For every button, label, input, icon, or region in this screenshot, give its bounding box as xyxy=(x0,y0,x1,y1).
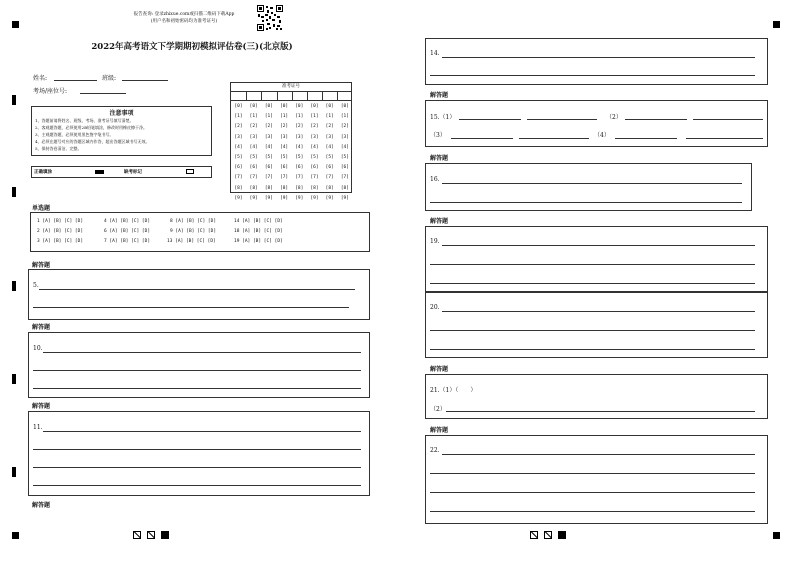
notice-item: 3、主观题答题，必须使用黑色签字笔书写。 xyxy=(35,132,114,137)
answer-line[interactable] xyxy=(430,511,755,512)
exam-title: 2022年高考语文下学期期初模拟评估卷(三)(北京版) xyxy=(91,42,293,52)
admission-digit-bubble[interactable]: [2] xyxy=(325,124,334,130)
q20-number: 20. xyxy=(430,304,440,311)
admission-digit-bubble[interactable]: [3] xyxy=(340,134,349,140)
answer-section-label: 解答题 xyxy=(32,403,51,410)
admission-digit-bubble[interactable]: [8] xyxy=(325,185,334,191)
admission-digit-bubble[interactable]: [8] xyxy=(249,185,258,191)
admission-digit-bubble[interactable]: [7] xyxy=(249,175,258,181)
answer-line[interactable] xyxy=(442,183,742,184)
corner-mark-top-left xyxy=(12,21,19,28)
answer-line[interactable] xyxy=(33,307,349,308)
answer-line[interactable] xyxy=(33,449,361,450)
admission-digit-bubble[interactable]: [5] xyxy=(249,155,258,161)
q19-number: 19. xyxy=(430,238,440,245)
answer-blank[interactable] xyxy=(451,138,513,139)
notice-item: 4、必须在题号对应的答题区域内作答，超出答题区域书写无效。 xyxy=(35,139,150,144)
answer-section-label: 解答题 xyxy=(32,262,51,269)
q5-number: 5. xyxy=(33,282,39,289)
answer-line[interactable] xyxy=(442,57,755,58)
answer-box-q22[interactable] xyxy=(425,435,768,524)
answer-box-q15[interactable] xyxy=(425,100,768,147)
admission-digit-bubble[interactable]: [0] xyxy=(295,104,304,109)
answer-line[interactable] xyxy=(442,245,755,246)
answer-section-label: 解答题 xyxy=(430,92,449,99)
q16-number: 16. xyxy=(430,176,440,183)
admission-digit-bubble[interactable]: [4] xyxy=(264,144,273,150)
seat-input-line[interactable] xyxy=(80,93,126,94)
answer-line[interactable] xyxy=(33,485,361,486)
answer-line[interactable] xyxy=(43,352,361,353)
mc-q19[interactable]: 19 [A] [B] [C] [D] xyxy=(234,239,283,244)
answer-line[interactable] xyxy=(39,289,355,290)
timing-mark xyxy=(12,467,16,477)
admission-digit-bubble[interactable]: [1] xyxy=(280,114,289,120)
admission-digit-bubble[interactable]: [6] xyxy=(295,165,304,171)
admission-digit-bubble[interactable]: [8] xyxy=(280,185,289,191)
admission-digit-bubble[interactable]: [2] xyxy=(249,124,258,130)
admission-digit-bubble[interactable]: [9] xyxy=(310,195,319,201)
answer-box-q21[interactable] xyxy=(425,374,768,419)
notice-item: 5、保持答卷清洁、完整。 xyxy=(35,146,82,151)
notice-box xyxy=(31,106,212,156)
admission-digit-bubble[interactable]: [8] xyxy=(295,185,304,191)
admission-digit-bubble[interactable]: [2] xyxy=(340,124,349,130)
answer-blank[interactable] xyxy=(686,138,763,139)
admission-digit-bubble[interactable]: [1] xyxy=(234,114,243,120)
correct-fill-sample xyxy=(95,170,104,174)
admission-digit-bubble[interactable]: [0] xyxy=(310,104,319,109)
answer-line[interactable] xyxy=(33,370,361,371)
mc-section-label: 单选题 xyxy=(32,205,51,212)
admission-column-divider xyxy=(322,91,323,101)
admission-digit-bubble[interactable]: [6] xyxy=(310,165,319,171)
mc-q3[interactable]: 3 [A] [B] [C] [D] xyxy=(37,239,84,244)
admission-digit-bubble[interactable]: [1] xyxy=(264,114,273,120)
admission-digit-bubble[interactable]: [0] xyxy=(249,104,258,109)
answer-line[interactable] xyxy=(430,202,742,203)
admission-digit-bubble[interactable]: [9] xyxy=(264,195,273,201)
mc-q6[interactable]: 6 [A] [B] [C] [D] xyxy=(104,229,151,234)
admission-number-grid xyxy=(230,82,352,201)
admission-digit-bubble[interactable]: [0] xyxy=(280,104,289,109)
admission-column-divider xyxy=(292,91,293,101)
mc-q4[interactable]: 4 [A] [B] [C] [D] xyxy=(104,219,151,224)
answer-line[interactable] xyxy=(43,431,361,432)
mc-q9[interactable]: 9 [A] [B] [C] [D] xyxy=(170,229,217,234)
admission-digit-column xyxy=(280,102,289,204)
admission-digit-bubble[interactable]: [5] xyxy=(234,155,243,161)
admission-digit-bubble[interactable]: [5] xyxy=(310,155,319,161)
q22-number: 22. xyxy=(430,447,440,454)
answer-line[interactable] xyxy=(430,349,755,350)
admission-digit-bubble[interactable]: [3] xyxy=(280,134,289,140)
admission-digit-bubble[interactable]: [6] xyxy=(325,165,334,171)
page-mark-checkbox xyxy=(530,531,538,539)
answer-section-label: 解答题 xyxy=(430,155,449,162)
admission-digit-bubble[interactable]: [4] xyxy=(325,144,334,150)
class-field[interactable] xyxy=(102,73,116,82)
admission-digit-bubble[interactable]: [6] xyxy=(264,165,273,171)
timing-mark xyxy=(12,95,16,105)
answer-box-q16[interactable] xyxy=(425,163,752,211)
admission-digit-bubble[interactable]: [6] xyxy=(249,165,258,171)
admission-digit-bubble[interactable]: [6] xyxy=(280,165,289,171)
absent-mark-checkbox[interactable] xyxy=(186,169,194,174)
admission-digit-bubble[interactable]: [9] xyxy=(234,195,243,201)
admission-digit-bubble[interactable]: [3] xyxy=(249,134,258,140)
corner-mark-bottom-right xyxy=(773,532,780,539)
answer-line[interactable] xyxy=(430,473,755,474)
admission-digit-bubble[interactable]: [7] xyxy=(325,175,334,181)
answer-blank[interactable] xyxy=(459,119,521,120)
fill-legend-box xyxy=(31,166,212,178)
corner-mark-bottom-left xyxy=(12,532,19,539)
timing-mark xyxy=(12,281,16,291)
admission-digit-bubble[interactable]: [8] xyxy=(264,185,273,191)
header-report-line: 报告查询: 登录zhixue.com或扫描二维码下载App xyxy=(133,12,235,17)
admission-digit-column xyxy=(310,102,319,204)
admission-digit-bubble[interactable]: [7] xyxy=(264,175,273,181)
mc-q2[interactable]: 2 [A] [B] [C] [D] xyxy=(37,229,84,234)
q15-part2: （2） xyxy=(606,114,622,121)
admission-digit-bubble[interactable]: [1] xyxy=(340,114,349,120)
q15-part4: （4） xyxy=(594,132,610,139)
q11-number: 11. xyxy=(33,424,43,431)
answer-box-q14[interactable] xyxy=(425,38,768,85)
answer-line[interactable] xyxy=(430,492,755,493)
header-login-line: (用户名和初始密码均为准考证号) xyxy=(150,19,218,24)
admission-digit-bubble[interactable]: [7] xyxy=(280,175,289,181)
admission-digit-bubble[interactable]: [2] xyxy=(280,124,289,130)
admission-digit-bubble[interactable]: [5] xyxy=(325,155,334,161)
admission-digit-bubble[interactable]: [4] xyxy=(280,144,289,150)
admission-column-divider xyxy=(337,91,338,101)
mc-q7[interactable]: 7 [A] [B] [C] [D] xyxy=(104,239,151,244)
mc-q18[interactable]: 18 [A] [B] [C] [D] xyxy=(234,229,283,234)
admission-digit-bubble[interactable]: [3] xyxy=(325,134,334,140)
admission-digit-bubble[interactable]: [4] xyxy=(310,144,319,150)
admission-digit-bubble[interactable]: [0] xyxy=(325,104,334,109)
mc-q13[interactable]: 13 [A] [B] [C] [D] xyxy=(167,239,216,244)
name-label: 姓名: xyxy=(33,75,48,82)
admission-title: 准考证号 xyxy=(231,83,351,92)
admission-digit-bubble[interactable]: [9] xyxy=(325,195,334,201)
page-mark-checkbox xyxy=(544,531,552,539)
mc-q8[interactable]: 8 [A] [B] [C] [D] xyxy=(170,219,217,224)
mc-box xyxy=(30,212,370,252)
mc-q14[interactable]: 14 [A] [B] [C] [D] xyxy=(234,219,283,224)
answer-section-label: 解答题 xyxy=(430,366,449,373)
admission-digit-bubble[interactable]: [7] xyxy=(340,175,349,181)
admission-digit-bubble[interactable]: [3] xyxy=(295,134,304,140)
answer-box-q19[interactable] xyxy=(425,226,768,292)
admission-digit-column xyxy=(325,102,334,204)
page-mark-checkbox xyxy=(147,531,155,539)
admission-digit-bubble[interactable]: [4] xyxy=(234,144,243,150)
admission-digit-bubble[interactable]: [4] xyxy=(340,144,349,150)
name-field[interactable] xyxy=(33,73,47,82)
answer-line[interactable] xyxy=(430,283,755,284)
answer-line[interactable] xyxy=(33,467,361,468)
admission-digit-bubble[interactable]: [0] xyxy=(264,104,273,109)
admission-column-divider xyxy=(261,91,262,101)
admission-column-divider xyxy=(246,91,247,101)
answer-line[interactable] xyxy=(446,411,755,412)
answer-blank[interactable] xyxy=(527,119,597,120)
admission-digit-bubble[interactable]: [3] xyxy=(310,134,319,140)
answer-box-q11[interactable] xyxy=(28,411,370,496)
answer-line[interactable] xyxy=(442,311,755,312)
admission-digit-bubble[interactable]: [2] xyxy=(310,124,319,130)
answer-section-label: 解答题 xyxy=(430,427,449,434)
admission-digit-bubble[interactable]: [3] xyxy=(234,134,243,140)
class-label: 班级: xyxy=(102,75,117,82)
admission-column-divider xyxy=(307,91,308,101)
q15-number: 15.（1） xyxy=(430,114,456,121)
admission-digit-bubble[interactable]: [4] xyxy=(295,144,304,150)
admission-digit-bubble[interactable]: [5] xyxy=(295,155,304,161)
admission-digit-bubble[interactable]: [8] xyxy=(340,185,349,191)
q21-number: 21.（1）（ ） xyxy=(430,387,477,394)
admission-digit-bubble[interactable]: [3] xyxy=(264,134,273,140)
answer-box-q5[interactable] xyxy=(28,269,370,320)
answer-blank[interactable] xyxy=(693,119,763,120)
admission-digit-bubble[interactable]: [9] xyxy=(340,195,349,201)
seat-field[interactable] xyxy=(33,86,67,95)
timing-mark xyxy=(12,187,16,197)
answer-line[interactable] xyxy=(33,388,361,389)
answer-blank[interactable] xyxy=(615,138,677,139)
admission-digit-bubble[interactable]: [1] xyxy=(249,114,258,120)
admission-digit-bubble[interactable]: [7] xyxy=(310,175,319,181)
admission-digit-bubble[interactable]: [6] xyxy=(340,165,349,171)
answer-box-q10[interactable] xyxy=(28,332,370,398)
corner-mark-top-right xyxy=(773,21,780,28)
admission-column-divider xyxy=(277,91,278,101)
admission-digit-column xyxy=(295,102,304,204)
name-input-line[interactable] xyxy=(54,80,97,81)
answer-blank[interactable] xyxy=(625,119,687,120)
admission-digit-bubble[interactable]: [7] xyxy=(295,175,304,181)
q10-number: 10. xyxy=(33,345,43,352)
admission-digit-bubble[interactable]: [1] xyxy=(295,114,304,120)
admission-digit-bubble[interactable]: [0] xyxy=(234,104,243,109)
admission-digit-bubble[interactable]: [5] xyxy=(264,155,273,161)
admission-digit-column xyxy=(234,102,243,204)
page-mark-block xyxy=(558,531,566,539)
answer-line[interactable] xyxy=(442,454,755,455)
admission-digit-bubble[interactable]: [8] xyxy=(310,185,319,191)
admission-digit-column xyxy=(264,102,273,204)
admission-digit-bubble[interactable]: [9] xyxy=(295,195,304,201)
admission-digit-bubble[interactable]: [4] xyxy=(249,144,258,150)
admission-digit-bubble[interactable]: [8] xyxy=(234,185,243,191)
answer-line[interactable] xyxy=(430,75,755,76)
admission-digit-bubble[interactable]: [5] xyxy=(340,155,349,161)
admission-digit-bubble[interactable]: [7] xyxy=(234,175,243,181)
admission-digit-bubble[interactable]: [0] xyxy=(340,104,349,109)
class-input-line[interactable] xyxy=(122,80,168,81)
mc-q1[interactable]: 1 [A] [B] [C] [D] xyxy=(37,219,84,224)
admission-digit-bubble[interactable]: [5] xyxy=(280,155,289,161)
timing-mark xyxy=(12,374,16,384)
notice-item: 1、答题前请将姓名、班级、考场、准考证号填写清楚。 xyxy=(35,118,134,123)
page-mark-checkbox xyxy=(133,531,141,539)
answer-section-label: 解答题 xyxy=(32,324,51,331)
qr-code-image xyxy=(257,5,283,31)
seat-label: 考场/座位号: xyxy=(33,88,68,95)
admission-digit-bubble[interactable]: [9] xyxy=(280,195,289,201)
absent-mark-label: 缺考标记 xyxy=(124,170,142,175)
answer-blank[interactable] xyxy=(519,138,589,139)
admission-digit-bubble[interactable]: [1] xyxy=(310,114,319,120)
q15-part3: （3） xyxy=(430,132,446,139)
answer-line[interactable] xyxy=(430,264,755,265)
page-mark-block xyxy=(161,531,169,539)
notice-item: 2、客观题答题，必须使用2B铅笔填涂，修改时用橡皮擦干净。 xyxy=(35,125,148,130)
admission-digit-column xyxy=(249,102,258,204)
admission-digit-column xyxy=(340,102,349,204)
admission-digit-bubble[interactable]: [2] xyxy=(264,124,273,130)
answer-section-label: 解答题 xyxy=(430,218,449,225)
admission-digit-bubble[interactable]: [2] xyxy=(234,124,243,130)
admission-digit-bubble[interactable]: [6] xyxy=(234,165,243,171)
admission-digit-bubble[interactable]: [2] xyxy=(295,124,304,130)
answer-box-q20[interactable] xyxy=(425,292,768,358)
answer-line[interactable] xyxy=(430,330,755,331)
admission-digit-bubble[interactable]: [9] xyxy=(249,195,258,201)
notice-title: 注意事项 xyxy=(109,110,134,117)
correct-fill-label: 正确填涂 xyxy=(34,170,52,175)
q14-number: 14. xyxy=(430,50,440,57)
q21-part2: （2） xyxy=(430,406,446,413)
answer-section-label: 解答题 xyxy=(32,502,51,509)
admission-digit-bubble[interactable]: [1] xyxy=(325,114,334,120)
